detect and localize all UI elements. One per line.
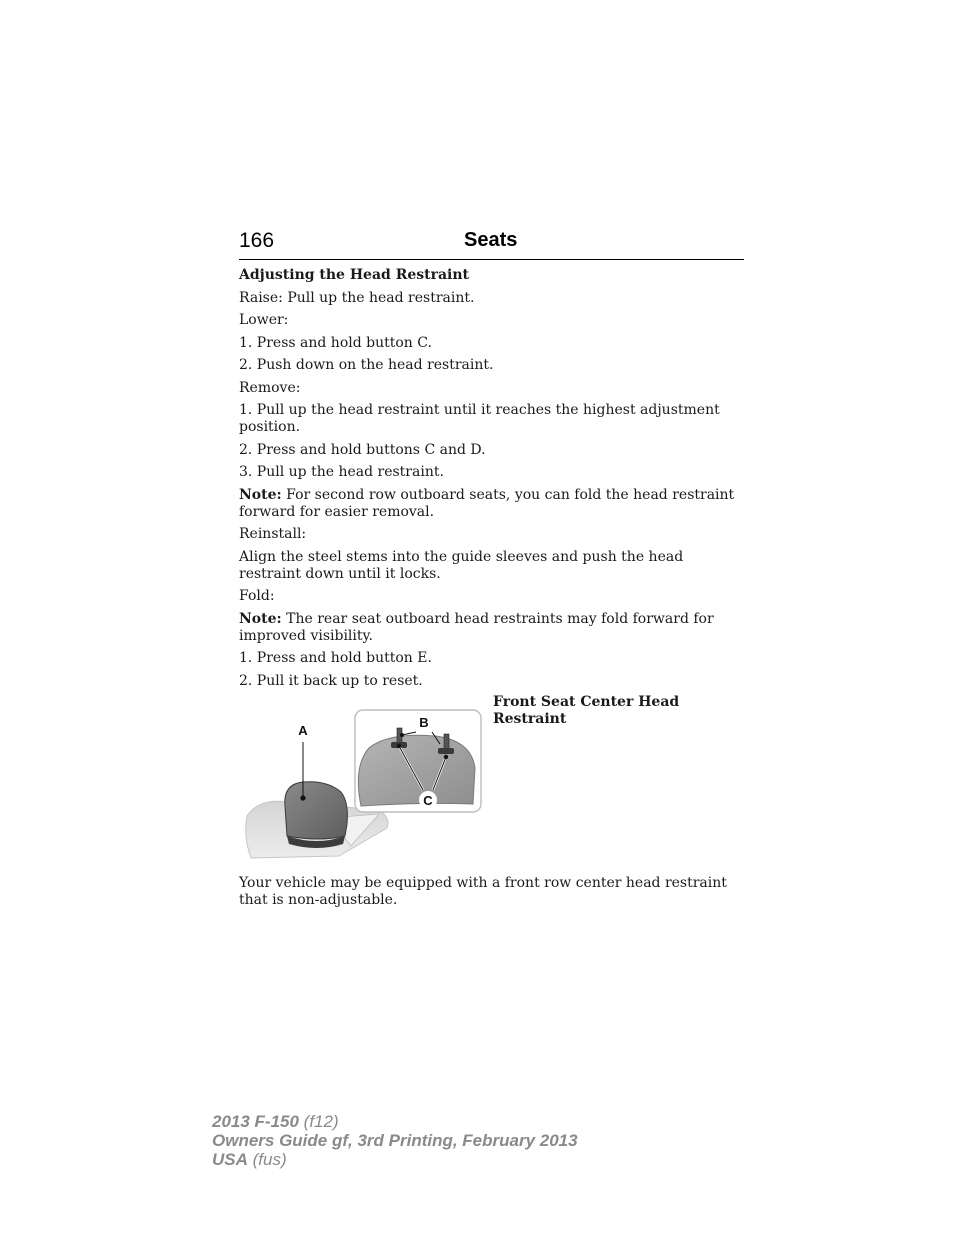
callout-label-c: C — [423, 793, 433, 808]
page-header — [239, 229, 744, 260]
paragraph: 2. Pull it back up to reset. — [239, 672, 423, 689]
paragraph: 1. Press and hold button E. — [239, 650, 432, 666]
footer-line — [212, 1150, 578, 1169]
paragraph: Your vehicle may be equipped with a front row center head restraint that is non-adjustable. — [239, 875, 727, 908]
paragraph: 1. Pull up the head restraint until it reaches the highest adjustment position. — [239, 402, 720, 435]
footer-edition: Owners Guide gf, 3rd Printing, February 2013 — [212, 1131, 578, 1150]
note-label: Note: — [239, 486, 282, 503]
head-restraint-illustration — [239, 706, 487, 862]
section-heading: Adjusting the Head Restraint — [239, 267, 470, 283]
page-footer — [212, 1112, 578, 1169]
note-text: The rear seat outboard head restraints may fold forward for improved visibility. — [239, 610, 714, 644]
figure-section — [239, 694, 745, 864]
figure-caption: Front Seat Center Head Restraint — [493, 694, 680, 727]
page-number: 166 — [239, 229, 275, 252]
footer-model: 2013 F-150 — [212, 1112, 299, 1131]
paragraph: Raise: Pull up the head restraint. — [239, 289, 475, 306]
footer-model-code: (f12) — [298, 1112, 339, 1131]
paragraph: Reinstall: — [239, 526, 307, 542]
paragraph: 3. Pull up the head restraint. — [239, 464, 444, 480]
paragraph: 1. Press and hold button C. — [239, 334, 432, 351]
paragraph: 2. Push down on the head restraint. — [239, 357, 494, 373]
footer-market: USA — [212, 1150, 248, 1169]
footer-market-code: (fus) — [247, 1150, 287, 1169]
note-paragraph — [239, 487, 745, 521]
footer-line — [212, 1112, 578, 1131]
body-content — [239, 267, 745, 695]
paragraph: Align the steel stems into the guide sleeves and push the head restraint down until it locks. — [239, 548, 684, 582]
paragraph: Remove: — [239, 379, 301, 396]
callout-label-b: B — [419, 715, 429, 730]
note-label: Note: — [239, 610, 282, 627]
paragraph: 2. Press and hold buttons C and D. — [239, 441, 486, 458]
note-text: For second row outboard seats, you can fold the head restraint forward for easier removal. — [239, 486, 735, 520]
note-paragraph — [239, 611, 745, 645]
paragraph: Lower: — [239, 312, 289, 328]
chapter-title: Seats — [464, 229, 518, 251]
callout-label-a: A — [298, 723, 308, 738]
paragraph: Fold: — [239, 588, 275, 604]
